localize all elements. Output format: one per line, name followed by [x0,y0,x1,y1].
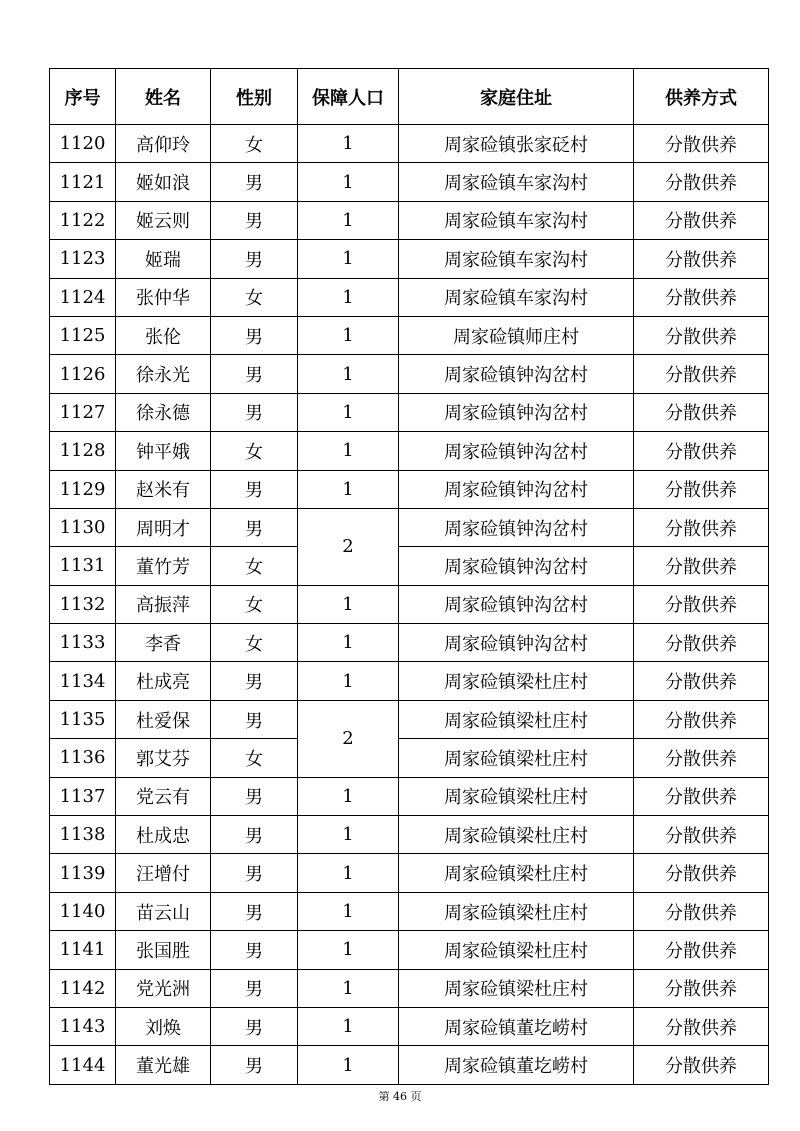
cell-seq: 1131 [50,547,116,585]
table-row [50,1007,769,1045]
cell-gender: 男 [211,201,298,239]
cell-name: 杜成忠 [116,816,211,854]
cell-name: 张国胜 [116,931,211,969]
table-row [50,316,769,354]
cell-seq: 1125 [50,316,116,354]
cell-gender: 女 [211,585,298,623]
cell-name: 苗云山 [116,892,211,930]
cell-method: 分散供养 [634,1007,769,1045]
cell-seq: 1132 [50,585,116,623]
cell-gender: 男 [211,470,298,508]
table-row [50,854,769,892]
cell-address: 周家硷镇梁杜庄村 [399,739,634,777]
cell-method: 分散供养 [634,739,769,777]
cell-gender: 男 [211,393,298,431]
header-seq: 序号 [50,69,116,125]
cell-method: 分散供养 [634,355,769,393]
cell-name: 党云有 [116,777,211,815]
cell-address: 周家硷镇车家沟村 [399,278,634,316]
cell-count: 1 [298,777,399,815]
cell-count: 1 [298,1046,399,1084]
cell-method: 分散供养 [634,854,769,892]
cell-count: 1 [298,931,399,969]
cell-address: 周家硷镇钟沟岔村 [399,470,634,508]
cell-address: 周家硷镇车家沟村 [399,240,634,278]
cell-gender: 男 [211,1007,298,1045]
cell-count: 1 [298,278,399,316]
table-row [50,201,769,239]
cell-seq: 1129 [50,470,116,508]
cell-address: 周家硷镇梁杜庄村 [399,777,634,815]
header-row [50,69,769,125]
cell-seq: 1120 [50,125,116,163]
cell-seq: 1123 [50,240,116,278]
cell-address: 周家硷镇车家沟村 [399,163,634,201]
table-row [50,508,769,546]
cell-gender: 男 [211,777,298,815]
cell-method: 分散供养 [634,816,769,854]
table-row [50,700,769,738]
cell-name: 杜爱保 [116,700,211,738]
header-gender: 性别 [211,69,298,125]
cell-name: 周明才 [116,508,211,546]
cell-method: 分散供养 [634,201,769,239]
cell-seq: 1128 [50,432,116,470]
cell-method: 分散供养 [634,1046,769,1084]
cell-seq: 1138 [50,816,116,854]
cell-method: 分散供养 [634,163,769,201]
cell-address: 周家硷镇梁杜庄村 [399,969,634,1007]
cell-count: 1 [298,969,399,1007]
cell-seq: 1122 [50,201,116,239]
cell-gender: 男 [211,816,298,854]
cell-gender: 男 [211,316,298,354]
cell-gender: 女 [211,547,298,585]
cell-count: 2 [298,508,399,585]
cell-method: 分散供养 [634,662,769,700]
cell-name: 张伦 [116,316,211,354]
cell-seq: 1141 [50,931,116,969]
cell-address: 周家硷镇钟沟岔村 [399,393,634,431]
cell-seq: 1143 [50,1007,116,1045]
cell-address: 周家硷镇钟沟岔村 [399,355,634,393]
cell-seq: 1133 [50,624,116,662]
table-row [50,163,769,201]
cell-count: 1 [298,816,399,854]
cell-address: 周家硷镇师庄村 [399,316,634,354]
cell-address: 周家硷镇梁杜庄村 [399,816,634,854]
cell-seq: 1140 [50,892,116,930]
table-row [50,931,769,969]
cell-method: 分散供养 [634,316,769,354]
table-row [50,892,769,930]
cell-address: 周家硷镇车家沟村 [399,201,634,239]
table-row [50,355,769,393]
cell-address: 周家硷镇梁杜庄村 [399,892,634,930]
table-row [50,662,769,700]
cell-address: 周家硷镇钟沟岔村 [399,432,634,470]
table-row [50,816,769,854]
cell-gender: 男 [211,1046,298,1084]
cell-address: 周家硷镇钟沟岔村 [399,547,634,585]
header-method: 供养方式 [634,69,769,125]
cell-gender: 男 [211,163,298,201]
cell-count: 1 [298,316,399,354]
cell-count: 1 [298,585,399,623]
cell-method: 分散供养 [634,931,769,969]
cell-name: 刘焕 [116,1007,211,1045]
cell-seq: 1137 [50,777,116,815]
roster-table [49,68,769,1085]
cell-name: 姬瑞 [116,240,211,278]
cell-seq: 1121 [50,163,116,201]
table-row [50,470,769,508]
cell-seq: 1127 [50,393,116,431]
cell-gender: 男 [211,662,298,700]
cell-seq: 1126 [50,355,116,393]
cell-address: 周家硷镇钟沟岔村 [399,624,634,662]
cell-count: 1 [298,892,399,930]
cell-gender: 男 [211,969,298,1007]
cell-name: 董竹芳 [116,547,211,585]
cell-gender: 男 [211,931,298,969]
cell-method: 分散供养 [634,470,769,508]
cell-gender: 女 [211,624,298,662]
cell-name: 赵米有 [116,470,211,508]
cell-count: 1 [298,240,399,278]
cell-method: 分散供养 [634,393,769,431]
cell-name: 钟平娥 [116,432,211,470]
cell-gender: 女 [211,739,298,777]
cell-count: 1 [298,854,399,892]
cell-method: 分散供养 [634,432,769,470]
cell-gender: 男 [211,892,298,930]
cell-method: 分散供养 [634,125,769,163]
cell-address: 周家硷镇梁杜庄村 [399,931,634,969]
cell-gender: 男 [211,508,298,546]
header-address: 家庭住址 [399,69,634,125]
cell-seq: 1134 [50,662,116,700]
cell-method: 分散供养 [634,700,769,738]
cell-seq: 1130 [50,508,116,546]
page-number: 第 46 页 [378,1090,422,1103]
cell-method: 分散供养 [634,278,769,316]
cell-seq: 1136 [50,739,116,777]
cell-method: 分散供养 [634,547,769,585]
cell-name: 汪增付 [116,854,211,892]
table-row [50,739,769,777]
table-row [50,969,769,1007]
cell-seq: 1142 [50,969,116,1007]
header-name: 姓名 [116,69,211,125]
table-row [50,432,769,470]
cell-name: 高仰玲 [116,125,211,163]
cell-count: 1 [298,355,399,393]
cell-gender: 女 [211,125,298,163]
cell-count: 1 [298,432,399,470]
cell-method: 分散供养 [634,585,769,623]
cell-name: 董光雄 [116,1046,211,1084]
cell-method: 分散供养 [634,624,769,662]
table-body [50,125,769,1085]
table-row [50,777,769,815]
cell-method: 分散供养 [634,777,769,815]
table-row [50,240,769,278]
cell-seq: 1135 [50,700,116,738]
cell-count: 1 [298,393,399,431]
cell-address: 周家硷镇梁杜庄村 [399,700,634,738]
cell-gender: 男 [211,355,298,393]
cell-count: 1 [298,1007,399,1045]
cell-gender: 男 [211,240,298,278]
cell-gender: 女 [211,432,298,470]
cell-address: 周家硷镇梁杜庄村 [399,854,634,892]
cell-name: 徐永德 [116,393,211,431]
table-row [50,624,769,662]
cell-seq: 1139 [50,854,116,892]
cell-name: 高振萍 [116,585,211,623]
cell-count: 1 [298,163,399,201]
cell-address: 周家硷镇梁杜庄村 [399,662,634,700]
cell-seq: 1124 [50,278,116,316]
cell-count: 1 [298,624,399,662]
cell-gender: 男 [211,700,298,738]
cell-gender: 男 [211,854,298,892]
cell-count: 1 [298,662,399,700]
cell-address: 周家硷镇董圪崂村 [399,1046,634,1084]
table-row [50,125,769,163]
cell-count: 1 [298,470,399,508]
cell-name: 党光洲 [116,969,211,1007]
cell-name: 姬云则 [116,201,211,239]
cell-name: 李香 [116,624,211,662]
cell-count: 1 [298,125,399,163]
table-row [50,585,769,623]
cell-gender: 女 [211,278,298,316]
table-row [50,1046,769,1084]
cell-name: 姬如浪 [116,163,211,201]
cell-address: 周家硷镇钟沟岔村 [399,585,634,623]
cell-name: 徐永光 [116,355,211,393]
cell-method: 分散供养 [634,969,769,1007]
cell-address: 周家硷镇钟沟岔村 [399,508,634,546]
cell-name: 杜成亮 [116,662,211,700]
cell-name: 郭艾芬 [116,739,211,777]
header-count: 保障人口 [298,69,399,125]
cell-address: 周家硷镇张家砭村 [399,125,634,163]
cell-address: 周家硷镇董圪崂村 [399,1007,634,1045]
cell-count: 2 [298,700,399,777]
cell-method: 分散供养 [634,892,769,930]
cell-seq: 1144 [50,1046,116,1084]
cell-method: 分散供养 [634,240,769,278]
cell-method: 分散供养 [634,508,769,546]
table-row [50,547,769,585]
cell-count: 1 [298,201,399,239]
table-row [50,278,769,316]
cell-name: 张仲华 [116,278,211,316]
table-row [50,393,769,431]
